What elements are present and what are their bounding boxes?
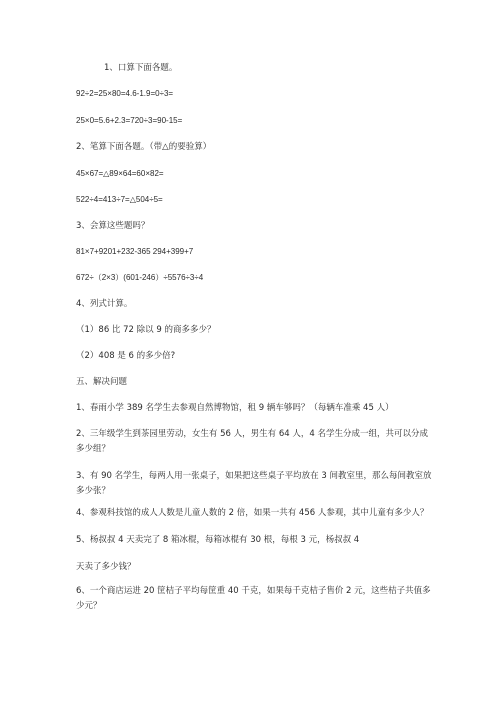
heading-equation: 4、列式计算。: [76, 299, 133, 309]
mixed-calc-row-1: 81×7+9201+232-365 294+399+7: [76, 247, 194, 256]
word-problem-3: 3、有 90 名学生，每两人用一张桌子，如果把这些桌子平均放在 3 间教室里，那么每间教室放多少张？: [76, 471, 432, 496]
written-calc-row-2: 522÷4=413÷7=△504÷5=: [76, 195, 163, 204]
oral-calc-row-2: 25×0=5.6+2.3=720÷3=90-15=: [76, 116, 183, 125]
word-problem-2: 2、三年级学生到茶园里劳动，女生有 56 人，男生有 64 人，4 名学生分成一组，共可以分成多少组？: [76, 429, 428, 454]
heading-word-problems: 五、解决问题: [76, 377, 128, 387]
word-problem-4: 4、参观科技馆的成人人数是儿童人数的 2 倍，如果一共有 456 人参观，其中儿童有多少人？: [76, 508, 429, 518]
equation-question-1: （1）86 比 72 除以 9 的商多多少？: [76, 325, 216, 335]
heading-oral-calc: 1、口算下面各题。: [104, 63, 178, 73]
heading-can-you-solve: 3、会算这些题吗？: [76, 221, 150, 231]
word-problem-1: 1、春雨小学 389 名学生去参观自然博物馆，租 9 辆车够吗？（每辆车准乘 45 人）: [76, 403, 394, 413]
mixed-calc-row-2: 672÷（2×3）(601-246）÷5576÷3÷4: [76, 273, 204, 282]
heading-written-calc: 2、笔算下面各题。（带△的要验算）: [76, 142, 212, 152]
oral-calc-row-1: 92÷2=25×80=4.6-1.9=0÷3=: [76, 89, 174, 98]
equation-question-2: （2）408 是 6 的多少倍?: [76, 351, 176, 361]
written-calc-row-1: 45×67=△89×64=60×82=: [76, 169, 164, 178]
word-problem-5: 5、杨叔叔 4 天卖完了 8 箱冰棍，每箱冰棍有 30 根，每根 3 元，杨叔叔 4: [76, 535, 360, 545]
word-problem-5-continued: 天卖了多少钱？: [76, 562, 136, 572]
word-problem-6: 6、一个商店运进 20 筐桔子平均每筐重 40 千克，如果每千克桔子售价 2 元，这些桔子共值多少元？: [76, 586, 431, 611]
